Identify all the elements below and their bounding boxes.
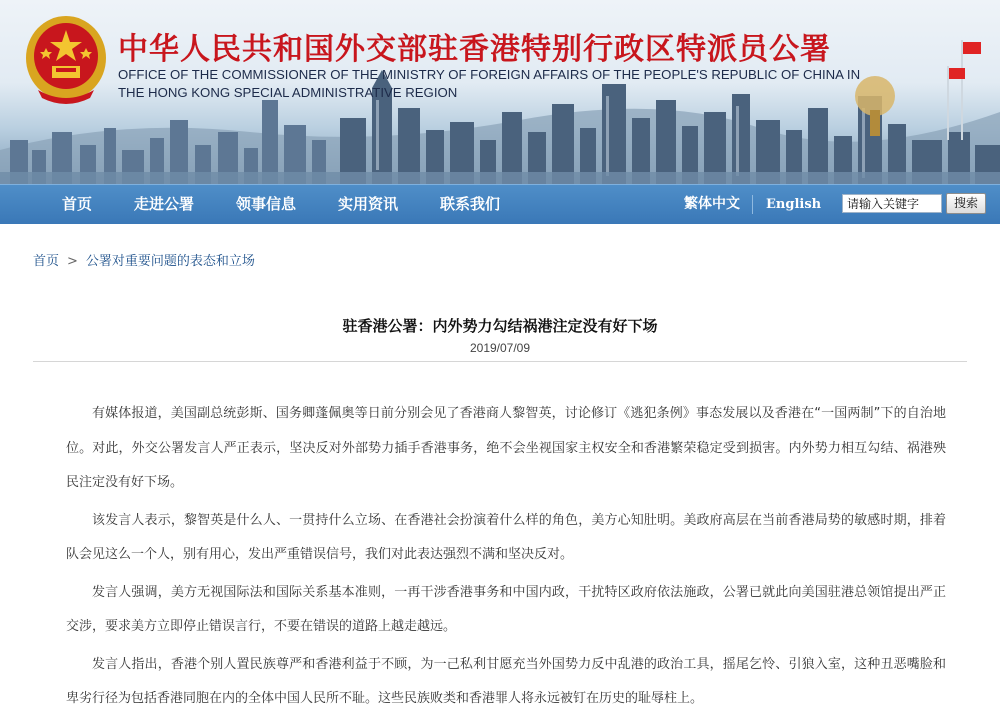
nav-item-about[interactable]: 走进公署 — [134, 195, 195, 213]
breadcrumb-home[interactable]: 首页 — [33, 254, 60, 269]
article-paragraph: 发言人强调，美方无视国际法和国际关系基本准则，一再干涉香港事务和中国内政，干扰特区政府依法施政，公署已就此向美国驻港总领馆提出严正交涉，要求美方立即停止错误言行，不要在错误的道路上越走越远。 — [66, 584, 946, 634]
breadcrumb-separator: > — [67, 254, 78, 269]
nav-separator — [752, 195, 753, 214]
search-input[interactable]: 请输入关键字 — [842, 194, 942, 213]
nav-item-info[interactable]: 实用资讯 — [338, 195, 399, 213]
article-title: 驻香港公署：内外势力勾结祸港注定没有好下场 — [342, 317, 658, 335]
article-date: 2019/07/09 — [469, 341, 531, 355]
nav-english[interactable]: English — [766, 197, 822, 212]
nav-item-consular[interactable]: 领事信息 — [236, 195, 297, 213]
article-paragraph: 发言人指出，香港个别人置民族尊严和香港利益于不顾，为一己私利甘愿充当外国势力反中乱港的政治工具，摇尾乞怜、引狼入室，这种丑恶嘴脸和卑劣行径为包括香港同胞在内的全体中国人民所不耻。这些民族败类和香港罪人将永远被钉在历史的耻辱柱上。 — [66, 656, 946, 706]
nav-item-contact[interactable]: 联系我们 — [440, 195, 501, 213]
nav-item-home[interactable]: 首页 — [62, 195, 93, 213]
nav-traditional-chinese[interactable]: 繁体中文 — [684, 196, 740, 212]
office-title-chinese: 中华人民共和国外交部驻香港特别行政区特派员公署 — [118, 32, 831, 67]
breadcrumb — [33, 250, 255, 269]
title-divider — [33, 361, 967, 362]
national-emblem-icon — [24, 14, 108, 106]
office-title-english — [118, 66, 860, 102]
office-title-english-line1: OFFICE OF THE COMMISSIONER OF THE MINISTRY OF FOREIGN AFFAIRS OF THE PEOPLE'S REPUBLIC OF CHINA IN — [118, 67, 861, 82]
article-paragraph: 该发言人表示，黎智英是什么人、一贯持什么立场、在香港社会扮演着什么样的角色，美方心知肚明。美政府高层在当前香港局势的敏感时期，排着队会见这么一个人，别有用心，发出严重错误信号，我们对此表达强烈不满和坚决反对。 — [66, 512, 946, 562]
office-title-english-line2: THE HONG KONG SPECIAL ADMINISTRATIVE REGION — [118, 85, 458, 100]
main-navigation-bar — [0, 184, 1000, 224]
article-body — [66, 397, 946, 720]
breadcrumb-current[interactable]: 公署对重要问题的表态和立场 — [85, 254, 255, 269]
article-paragraph: 有媒体报道，美国副总统彭斯、国务卿蓬佩奥等日前分别会见了香港商人黎智英，讨论修订《逃犯条例》事态发展以及香港在“一国两制”下的自治地位。对此，外交公署发言人严正表示，坚决反对外部势力插手香港事务，绝不会坐视国家主权安全和香港繁荣稳定受到损害。内外势力相互勾结、祸港殃民注定没有好下场。 — [66, 406, 946, 490]
search-button[interactable]: 搜索 — [946, 193, 986, 214]
header-banner — [0, 0, 1000, 184]
